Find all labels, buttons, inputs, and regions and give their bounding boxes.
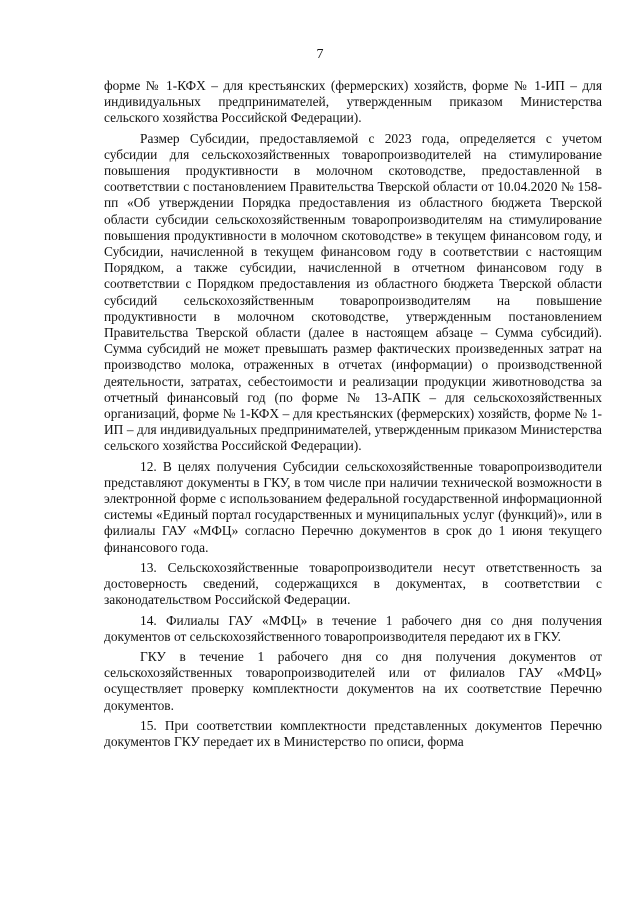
page-number: 7 <box>316 47 324 62</box>
document-body <box>104 78 602 754</box>
paragraph-12: 12. В целях получения Субсидии сельскохозяйственные товаропроизводители представляют документы в ГКУ, в том числе при наличии технической возможности в электронной форме с использованием федеральной государственной информационной системы «Единый портал государственных и муниципальных услуг (функций)», или в филиалы ГАУ «МФЦ» согласно Перечню документов в срок до 1 июня текущего финансового года. <box>104 458 602 555</box>
paragraph-14: 14. Филиалы ГАУ «МФЦ» в течение 1 рабочего дня со дня получения документов от сельскохозяйственного товаропроизводителя передают их в ГКУ. <box>104 612 602 644</box>
paragraph-15: 15. При соответствии комплектности представленных документов Перечню документов ГКУ передает их в Министерство по описи, форма <box>104 717 602 749</box>
paragraph-gku-check: ГКУ в течение 1 рабочего дня со дня получения документов от сельскохозяйственных товаропроизводителей или от филиалов ГАУ «МФЦ» осуществляет проверку комплектности документов на их соответствие Перечню документов. <box>104 648 602 713</box>
paragraph-subsidy-amount: Размер Субсидии, предоставляемой с 2023 года, определяется с учетом субсидии для сельскохозяйственных товаропроизводителей на стимулирование повышения продуктивности в молочном скотоводстве, предоставленной в соответствии с постановлением Правительства Тверской области от 10.04.2020 № 158-пп «Об утверждении Порядка предоставления из областного бюджета Тверской области субсидии сельскохозяйственным товаропроизводителям на стимулирование повышения продуктивности в молочном скотоводстве» в текущем финансовом году, и Субсидии, начисленной в текущем финансовом году в соответствии с настоящим Порядком, а также субсидии, начисленной в отчетном финансовом году в соответствии с Порядком предоставления из областного бюджета Тверской области субсидий сельскохозяйственным товаропроизводителям на повышение продуктивности в молочном скотоводстве, утвержденным постановлением Правительства Тверской области (далее в настоящем абзаце – Сумма субсидий). Сумма субсидий не может превышать размер фактических произведенных затрат на производство молока, отраженных в отчетах (информации) о производственной деятельности, затратах, себестоимости и реализации продукции животноводства за отчетный финансовый год (по форме № 13-АПК – для сельскохозяйственных организаций, форме № 1-КФХ – для крестьянских (фермерских) хозяйств, форме № 1-ИП – для индивидуальных предпринимателей, утвержденным приказом Министерства сельского хозяйства Российской Федерации). <box>104 130 602 454</box>
paragraph-13: 13. Сельскохозяйственные товаропроизводители несут ответственность за достоверность сведений, содержащихся в документах, в соответствии с законодательством Российской Федерации. <box>104 559 602 608</box>
paragraph-continuation: форме № 1-КФХ – для крестьянских (фермерских) хозяйств, форме № 1-ИП – для индивидуальных предпринимателей, утвержденным приказом Министерства сельского хозяйства Российской Федерации). <box>104 78 602 126</box>
